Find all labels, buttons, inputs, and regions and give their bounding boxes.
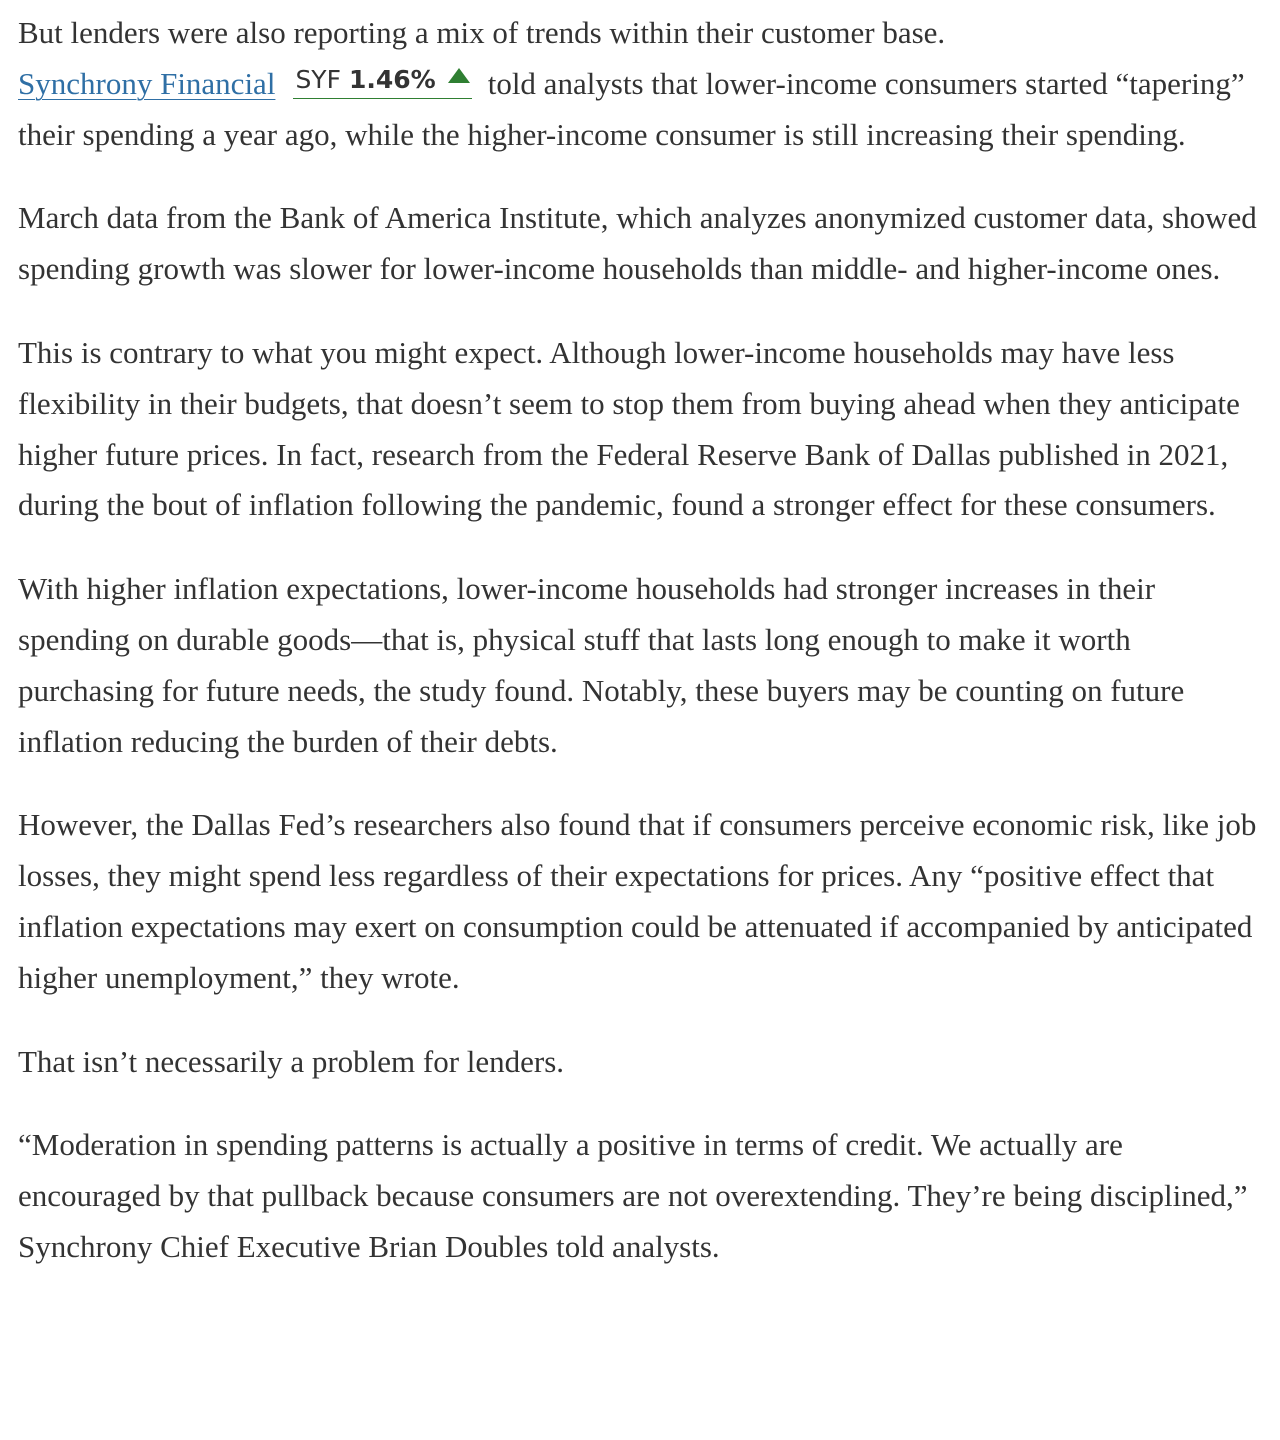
paragraph: That isn’t necessarily a problem for lenders. [18, 1043, 565, 1079]
paragraph-text: But lenders were also reporting a mix of trends within their customer base. [18, 15, 946, 50]
up-triangle-icon [448, 68, 470, 83]
company-link-synchrony-financial[interactable]: Synchrony Financial [18, 65, 276, 101]
stock-ticker-chip[interactable] [293, 62, 471, 99]
ticker-symbol: SYF [295, 64, 341, 94]
paragraph: March data from the Bank of America Institute, which analyzes anonymized customer data, showed spending growth was slower for lower-income households than middle- and higher-income ones. [18, 200, 1257, 287]
paragraph: “Moderation in spending patterns is actually a positive in terms of credit. We actually are encouraged by that pullback because consumers are not overextending. They’re being disciplined,” Synchrony Chief Executive Brian Doubles told analysts. [18, 1127, 1248, 1264]
paragraph-text: told analysts that lower-income consumers started “tapering” their spending a year ago, while the higher-income consumer is still increasing their spending. [18, 65, 1245, 152]
paragraph: This is contrary to what you might expect. Although lower-income households may have less flexibility in their budgets, that doesn’t seem to stop them from buying ahead when they anticipate higher future prices. In fact, research from the Federal Reserve Bank of Dallas published in 2021, during the bout of inflation following the pandemic, found a stronger effect for these consumers. [18, 334, 1240, 523]
paragraph: With higher inflation expectations, lower-income households had stronger increases in their spending on durable goods—that is, physical stuff that lasts long enough to make it worth purchasing for future needs, the study found. Notably, these buyers may be counting on future inflation reducing the burden of their debts. [18, 571, 1185, 759]
paragraph: However, the Dallas Fed’s researchers also found that if consumers perceive economic risk, like job losses, they might spend less regardless of their expectations for prices. Any “positive effect that inflation expectations may exert on consumption could be attenuated if accompanied by anticipated higher unemployment,” they wrote. [18, 807, 1257, 995]
paragraph [18, 8, 1262, 160]
ticker-percent-change: 1.46% [348, 64, 436, 94]
